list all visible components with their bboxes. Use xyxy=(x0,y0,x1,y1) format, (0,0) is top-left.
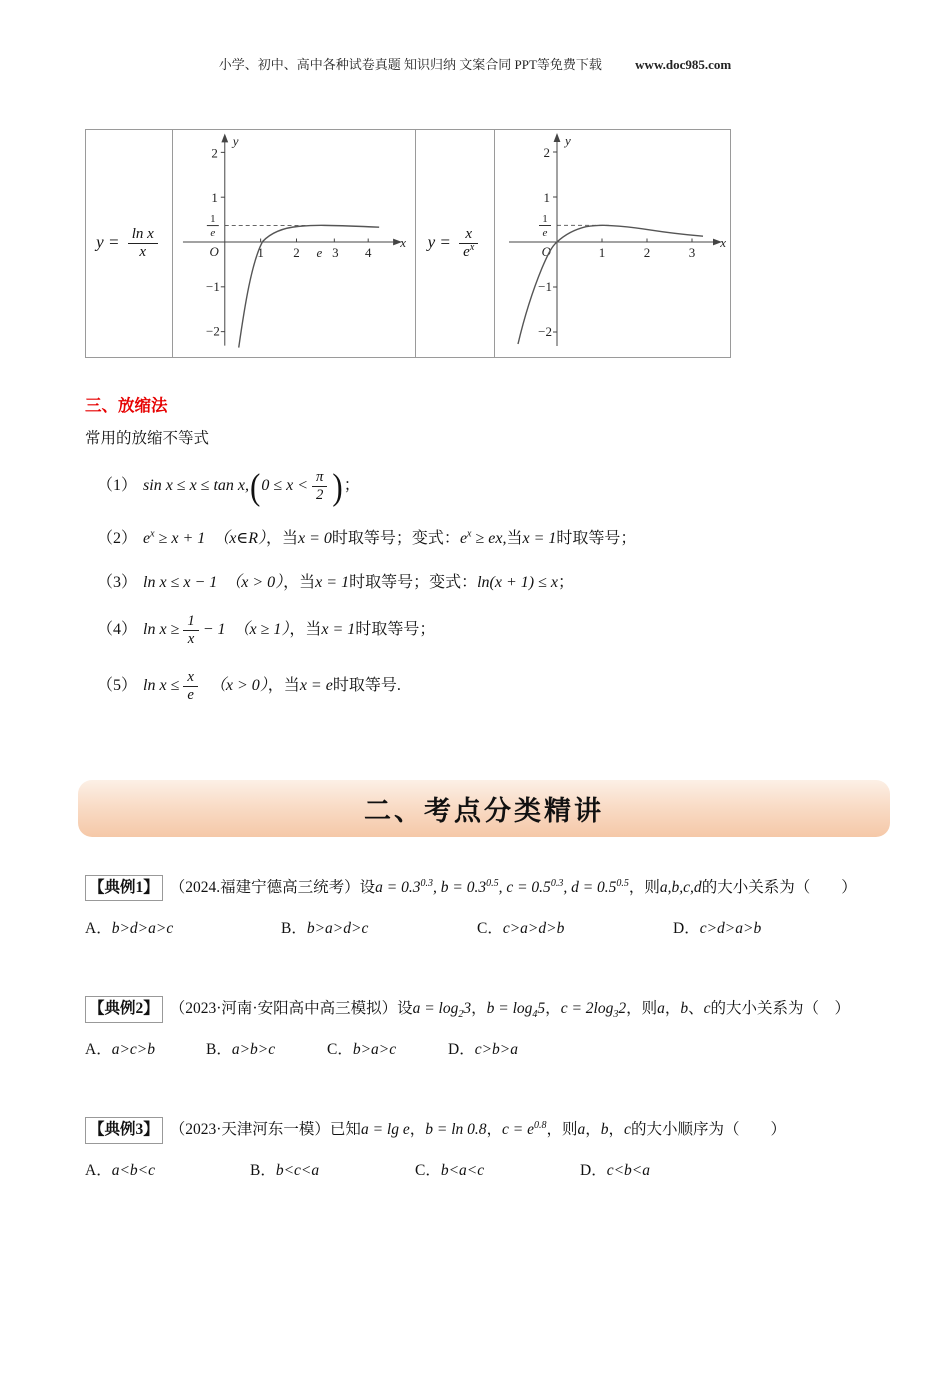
inequality-item-3: （3） ln x ≤ x − 1 （x > 0），当x = 1时取等号；变式：ln(x + 1) ≤ x； xyxy=(97,573,574,591)
y-axis-arrow xyxy=(221,133,228,142)
inequality-item-1: （1） sin x ≤ x ≤ tan x,(0 ≤ x < $\frac{\pi}{2}$ )； xyxy=(97,465,360,508)
xtick-3: 3 xyxy=(688,245,696,260)
ytick-2: 2 xyxy=(543,145,550,160)
xtick-1: 1 xyxy=(257,244,264,260)
option-d: D．c<b<a xyxy=(580,1162,651,1180)
inequality-item-4: （4） ln x ≥ $\frac{1}{x}$ − 1 （x ≥ 1），当x = 1时取等号； xyxy=(97,612,436,647)
header-site-url: www.doc985.com xyxy=(635,57,732,72)
ytick-2: 2 xyxy=(211,145,218,161)
option-b: B．b>a>d>c xyxy=(281,919,369,937)
option-a: A．a>c>b xyxy=(85,1041,156,1059)
xtick-e: e xyxy=(316,244,323,260)
example-3-text: （2023·天津河东一模）已知a = lg e，b = ln 0.8，$c = e^{0.8}$，则a，b，c的大小顺序为（ ） xyxy=(169,1120,786,1139)
option-d: D．c>b>a xyxy=(448,1041,519,1059)
example-2-options xyxy=(85,1037,880,1059)
option-a: A．a<b<c xyxy=(85,1162,156,1180)
example-3-body xyxy=(85,1113,880,1146)
option-a: A．b>d>a>c xyxy=(85,919,174,937)
example-block-2 xyxy=(85,992,880,1059)
page-root xyxy=(0,54,950,1398)
origin-label: O xyxy=(541,244,551,259)
plot-cell-x-over-ex xyxy=(495,130,730,357)
example-1-label: 【典例1】 xyxy=(85,875,163,902)
one-over-e-numerator: 1 xyxy=(210,213,216,226)
xtick-4: 4 xyxy=(364,244,372,260)
example-1-body xyxy=(85,871,880,904)
example-2-body xyxy=(85,992,880,1025)
plot-x-over-ex xyxy=(495,130,730,357)
example-2-label: 【典例2】 xyxy=(85,996,163,1023)
option-c: C．c>a>d>b xyxy=(477,919,565,937)
formula-cell-x-over-ex xyxy=(416,130,495,357)
option-c: C．b<a<c xyxy=(415,1162,485,1180)
formula-x-over-ex: y = $\frac{x}{e^x}$ xyxy=(428,226,483,262)
example-1-text: （2024.福建宁德高三统考）设$a = 0.3^{0.3}$, $b = 0.3^{0.5}$, $c = 0.5^{0.3}$, $d = 0.5^{0.5}$，则a,b,c,d的大小关系为（ ） xyxy=(169,877,857,896)
x-axis-label: x xyxy=(400,234,406,250)
example-1-options xyxy=(85,916,880,938)
ytick-1: 1 xyxy=(543,190,550,205)
one-over-e-denominator: e xyxy=(210,227,216,240)
xtick-2: 2 xyxy=(293,244,300,260)
x-axis-label: x xyxy=(720,235,726,250)
ytick-neg1: −1 xyxy=(538,279,552,294)
example-3-options xyxy=(85,1158,880,1180)
option-b: B．a>b>c xyxy=(206,1041,276,1059)
inequality-item-5: （5） ln x ≤ $\frac{x}{e}$ （x > 0），当x = e时取等号. xyxy=(97,668,401,703)
option-c: C．b>a>c xyxy=(327,1041,397,1059)
example-block-3 xyxy=(85,1113,880,1180)
y-axis-arrow xyxy=(554,133,561,142)
origin-label: O xyxy=(209,243,219,259)
ytick-neg1: −1 xyxy=(205,278,220,294)
formula-lnx-over-x: y = $\frac{\text{ln x}}{x}$ xyxy=(96,226,162,262)
xtick-2: 2 xyxy=(643,245,651,260)
formula-cell-lnx-over-x xyxy=(86,130,173,357)
y-axis-label: y xyxy=(565,133,571,148)
topic-banner xyxy=(78,780,890,837)
example-block-1 xyxy=(85,871,880,938)
ytick-1: 1 xyxy=(211,190,218,206)
header-text: 小学、初中、高中各种试卷真题 知识归纳 文案合同 PPT等免费下载 xyxy=(218,57,602,72)
xtick-1: 1 xyxy=(598,245,606,260)
doc-header xyxy=(0,54,950,73)
ytick-neg2: −2 xyxy=(538,324,552,339)
xtick-3: 3 xyxy=(332,244,339,260)
option-b: B．b<c<a xyxy=(250,1162,320,1180)
plot-lnx-over-x xyxy=(173,130,415,357)
option-d: D．c>d>a>b xyxy=(673,919,762,937)
ytick-neg2: −2 xyxy=(205,323,220,339)
y-axis-label: y xyxy=(232,133,239,149)
graphs-table xyxy=(85,129,731,358)
one-over-e-numerator: 1 xyxy=(542,213,548,225)
example-3-label: 【典例3】 xyxy=(85,1117,163,1144)
curve-lnx-over-x xyxy=(239,225,379,347)
banner-title: 二、考点分类精讲 xyxy=(364,795,604,827)
inequality-item-2: （2） $e^x \ge x + 1$ （x∈R），当x = 0时取等号；变式：$e^x$ ≥ ex,当x = 1时取等号； xyxy=(97,528,637,547)
example-2-text: （2023·河南·安阳高中高三模拟）设$a = \log_23$，$b = \log_45$，$c = 2\log_32$，则a，b、c的大小关系为（ ） xyxy=(169,999,851,1020)
section-intro: 常用的放缩不等式 xyxy=(85,430,210,447)
plot-cell-lnx-over-x xyxy=(173,130,416,357)
section-heading: 三、放缩法 xyxy=(85,396,168,415)
one-over-e-denominator: e xyxy=(542,227,548,239)
